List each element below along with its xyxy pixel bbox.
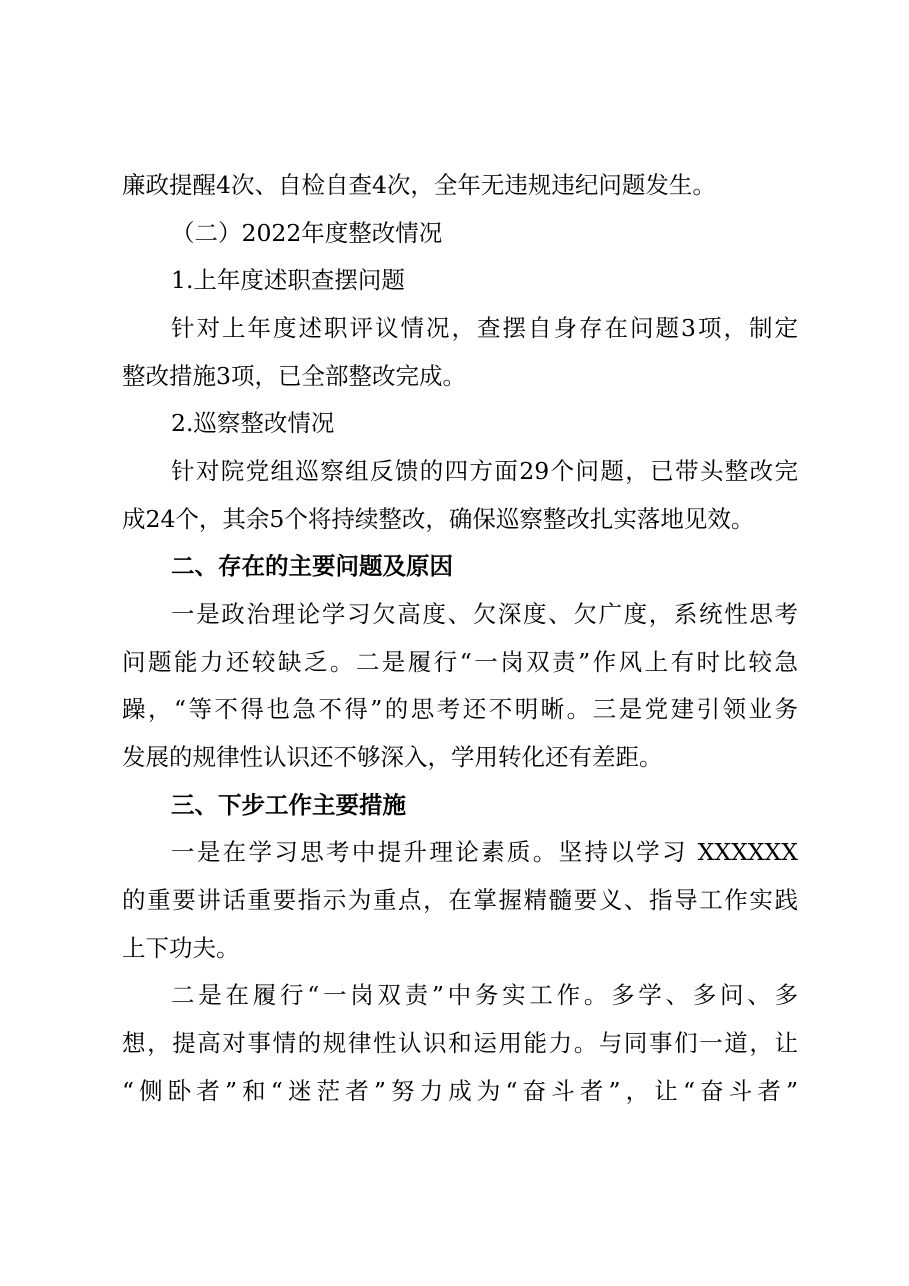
body-text-line: 问题能力还较缺乏。二是履行“一岗双责”作风上有时比较急: [122, 648, 798, 676]
body-text-line: 发展的规律性认识还不够深入，学用转化还有差距。: [122, 743, 663, 771]
body-text-line: 想，提高对事情的规律性认识和运用能力。与同事们一道，让: [122, 1029, 798, 1057]
body-text-line: 整改措施3项，已全部整改完成。: [122, 362, 466, 390]
body-text-line: 一是政治理论学习欠高度、欠深度、欠广度，系统性思考: [171, 600, 798, 628]
body-text-line: 针对上年度述职评议情况，查摆自身存在问题3项，制定: [171, 314, 798, 342]
body-text-line: 针对院党组巡察组反馈的四方面29个问题，已带头整改完: [171, 457, 798, 485]
sub-item-heading: 1.上年度述职查摆问题: [171, 266, 405, 294]
section-heading: 二、存在的主要问题及原因: [171, 552, 453, 580]
sub-item-heading: 2.巡察整改情况: [171, 409, 335, 437]
body-text-line: 上下功夫。: [122, 934, 240, 962]
body-text-line: 廉政提醒4次、自检自查4次，全年无违规违纪问题发生。: [122, 171, 716, 199]
body-text-line: 二是在履行“一岗双责”中务实工作。多学、多问、多: [171, 981, 798, 1009]
body-text-line: “侧卧者”和“迷茫者”努力成为“奋斗者”，让“奋斗者”: [122, 1077, 798, 1105]
body-text-line: 躁，“等不得也急不得”的思考还不明晰。三是党建引领业务: [122, 695, 798, 723]
body-text-line: 的重要讲话重要指示为重点，在掌握精髓要义、指导工作实践: [122, 886, 798, 914]
subsection-heading: （二）2022年度整改情况: [171, 219, 443, 247]
body-text-line: 一是在学习思考中提升理论素质。坚持以学习 XXXXXX: [171, 838, 798, 866]
body-text-line: 成24个，其余5个将持续整改，确保巡察整改扎实落地见效。: [122, 505, 755, 533]
section-heading: 三、下步工作主要措施: [171, 791, 406, 819]
